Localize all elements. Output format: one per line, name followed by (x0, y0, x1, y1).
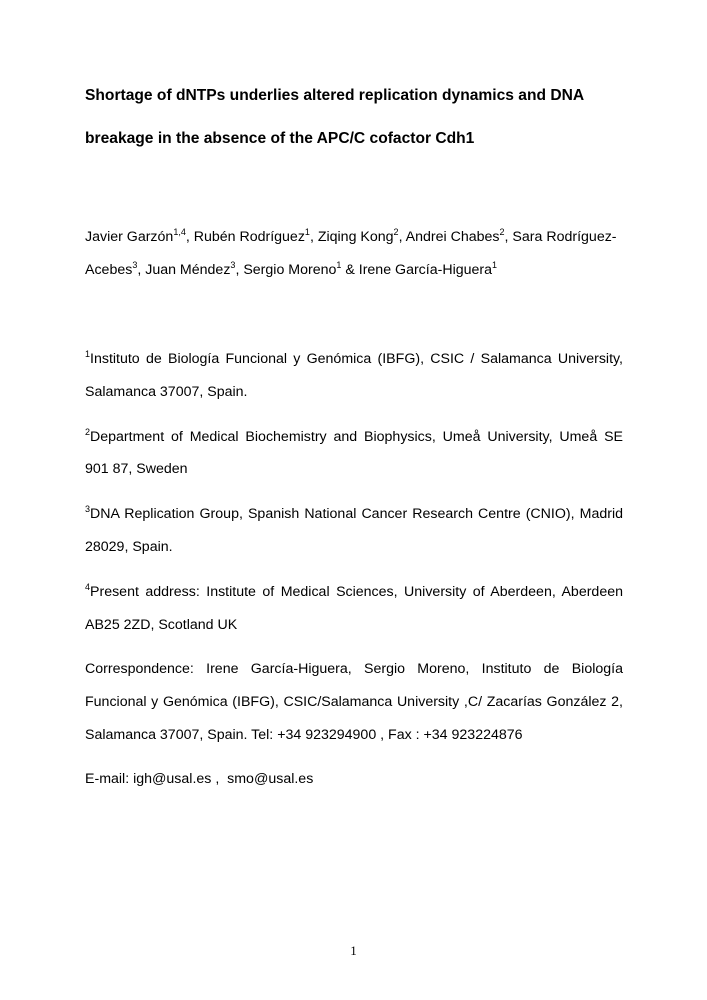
email-line: E-mail: igh@usal.es , smo@usal.es (85, 771, 314, 787)
author-list-line-2 (85, 260, 623, 278)
correspondence-line-2: Funcional y Genómica (IBFG), CSIC/Salamanca University ,C/ Zacarías González 2, (85, 694, 623, 710)
paper-title-line-2: breakage in the absence of the APC/C cofactor Cdh1 (85, 130, 475, 147)
author-affiliation-marker: 1 (304, 227, 310, 237)
author-affiliation-marker: 3 (132, 260, 138, 270)
author-affiliation-marker: 3 (230, 260, 236, 270)
author-name: Acebes (85, 262, 133, 278)
author-affiliation-marker: 1 (492, 260, 498, 270)
affiliation-1-line-2: Salamanca 37007, Spain. (85, 384, 248, 400)
page-number: 1 (350, 943, 357, 958)
affiliation-2-line-2: 901 87, Sweden (85, 461, 188, 477)
affiliation-marker: 3 (85, 504, 91, 514)
author-affiliation-marker: 1,4 (173, 227, 186, 237)
affiliation-text: DNA Replication Group, Spanish National Cancer Research Centre (CNIO), Madrid (90, 506, 623, 522)
affiliation-marker: 4 (85, 582, 91, 592)
affiliation-text: Present address: Institute of Medical Sciences, University of Aberdeen, Aberdeen (90, 584, 623, 600)
author-name: & Irene García-Higuera (341, 262, 493, 278)
author-name: , Ziqing Kong (309, 229, 394, 245)
author-affiliation-marker: 2 (393, 227, 399, 237)
affiliation-marker: 1 (85, 349, 91, 359)
author-name: , Andrei Chabes (398, 229, 500, 245)
author-name: Javier Garzón (85, 229, 174, 245)
correspondence-line-3: Salamanca 37007, Spain. Tel: +34 923294900 , Fax : +34 923224876 (85, 727, 523, 743)
affiliation-text: Instituto de Biología Funcional y Genómica (IBFG), CSIC / Salamanca University, (90, 351, 623, 367)
affiliation-marker: 2 (85, 427, 91, 437)
affiliation-3-line-1 (85, 504, 623, 522)
paper-title-line-1: Shortage of dNTPs underlies altered replication dynamics and DNA (85, 87, 585, 104)
affiliation-text: Department of Medical Biochemistry and Biophysics, Umeå University, Umeå SE (90, 429, 623, 445)
affiliation-4-line-2: AB25 2ZD, Scotland UK (85, 617, 238, 633)
correspondence-line-1: Correspondence: Irene García-Higuera, Sergio Moreno, Instituto de Biología (85, 661, 623, 677)
author-name: , Rubén Rodríguez (185, 229, 305, 245)
author-list-line-1 (85, 227, 625, 245)
author-name: , Sergio Moreno (235, 262, 337, 278)
author-name: , Sara Rodríguez- (504, 229, 617, 245)
affiliation-2-line-1 (85, 427, 623, 445)
affiliation-4-line-1 (85, 582, 623, 600)
author-name: , Juan Méndez (137, 262, 231, 278)
author-affiliation-marker: 2 (499, 227, 505, 237)
affiliation-3-line-2: 28029, Spain. (85, 539, 173, 555)
affiliation-1-line-1 (85, 349, 623, 367)
author-affiliation-marker: 1 (336, 260, 342, 270)
